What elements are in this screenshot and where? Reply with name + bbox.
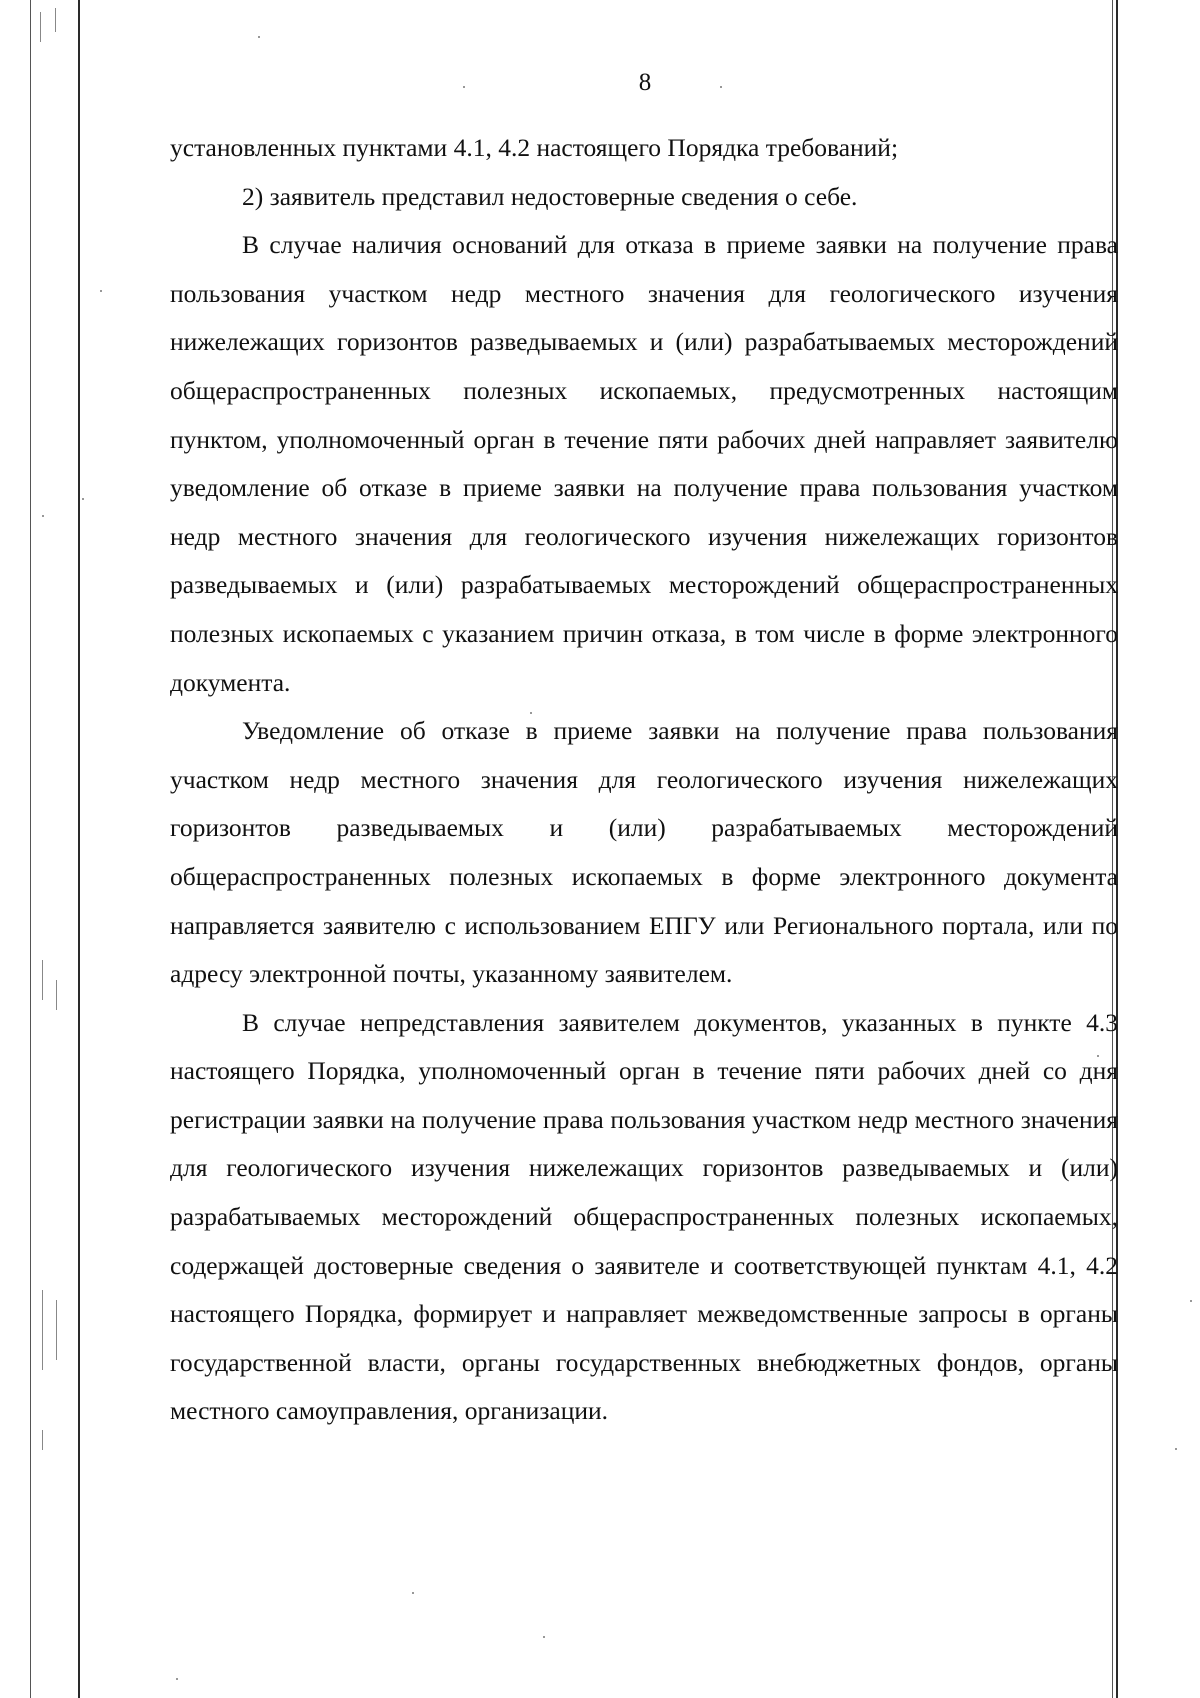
paragraph-list-item-2: 2) заявитель представил недостоверные сведения о себе. xyxy=(242,181,858,211)
scan-edge-line-left-outer xyxy=(30,0,31,1698)
scan-speck xyxy=(82,498,84,500)
scan-speck xyxy=(1175,1448,1177,1450)
scan-artifact-tick xyxy=(55,8,56,32)
document-body xyxy=(170,124,1118,1436)
scan-artifact-tick xyxy=(56,1300,57,1360)
scan-artifact-tick xyxy=(56,980,57,1010)
scan-speck xyxy=(1190,1300,1192,1302)
scan-speck xyxy=(42,515,44,517)
scan-artifact-tick xyxy=(42,960,43,1000)
scan-speck xyxy=(100,290,102,292)
paragraph-continuation: установленных пунктами 4.1, 4.2 настоящего Порядка требований; xyxy=(170,133,899,162)
paragraph-refusal-grounds: В случае наличия оснований для отказа в приеме заявки на получение права пользования участком недр местного значения для геологического изучения нижележащих горизонтов разведываемых и (или) разрабатываемых месторождений общераспространенных полезных ископаемых, предусмотренных настоящим пунктом, уполномоченный орган в течение пяти рабочих дней направляет заявителю уведомление об отказе в приеме заявки на получение права пользования участком недр местного значения для геологического изучения нижележащих горизонтов разведываемых и (или) разрабатываемых месторождений общераспространенных полезных ископаемых с указанием причин отказа, в том числе в форме электронного документа. xyxy=(170,230,1118,697)
scan-artifact-tick xyxy=(42,1430,43,1450)
scan-speck xyxy=(176,1678,178,1680)
scan-edge-line-left-inner xyxy=(78,0,80,1698)
paragraph-interagency-requests: В случае непредставления заявителем документов, указанных в пункте 4.3 настоящего Порядка, уполномоченный орган в течение пяти рабочих дней со дня регистрации заявки на получение права пользования участком недр местного значения для геологического изучения нижележащих горизонтов разведываемых и (или) разрабатываемых месторождений общераспространенных полезных ископаемых, содержащей достоверные сведения о заявителе и соответствующей пунктам 4.1, 4.2 настоящего Порядка, формирует и направляет межведомственные запросы в органы государственной власти, органы государственных внебюджетных фондов, органы местного самоуправления, организации. xyxy=(170,1007,1118,1426)
scan-artifact-tick xyxy=(42,1290,43,1370)
page-number: 8 xyxy=(638,69,652,96)
scan-artifact-tick xyxy=(40,12,41,42)
scan-speck xyxy=(412,1592,414,1594)
paragraph-electronic-notice: Уведомление об отказе в приеме заявки на получение права пользования участком недр местного значения для геологического изучения нижележащих горизонтов разведываемых и (или) разрабатываемых месторождений общераспространенных полезных ископаемых в форме электронного документа направляется заявителю с использованием ЕПГУ или Регионального портала, или по адресу электронной почты, указанному заявителем. xyxy=(170,716,1118,989)
scan-speck xyxy=(258,36,260,38)
scan-speck xyxy=(543,1636,545,1638)
